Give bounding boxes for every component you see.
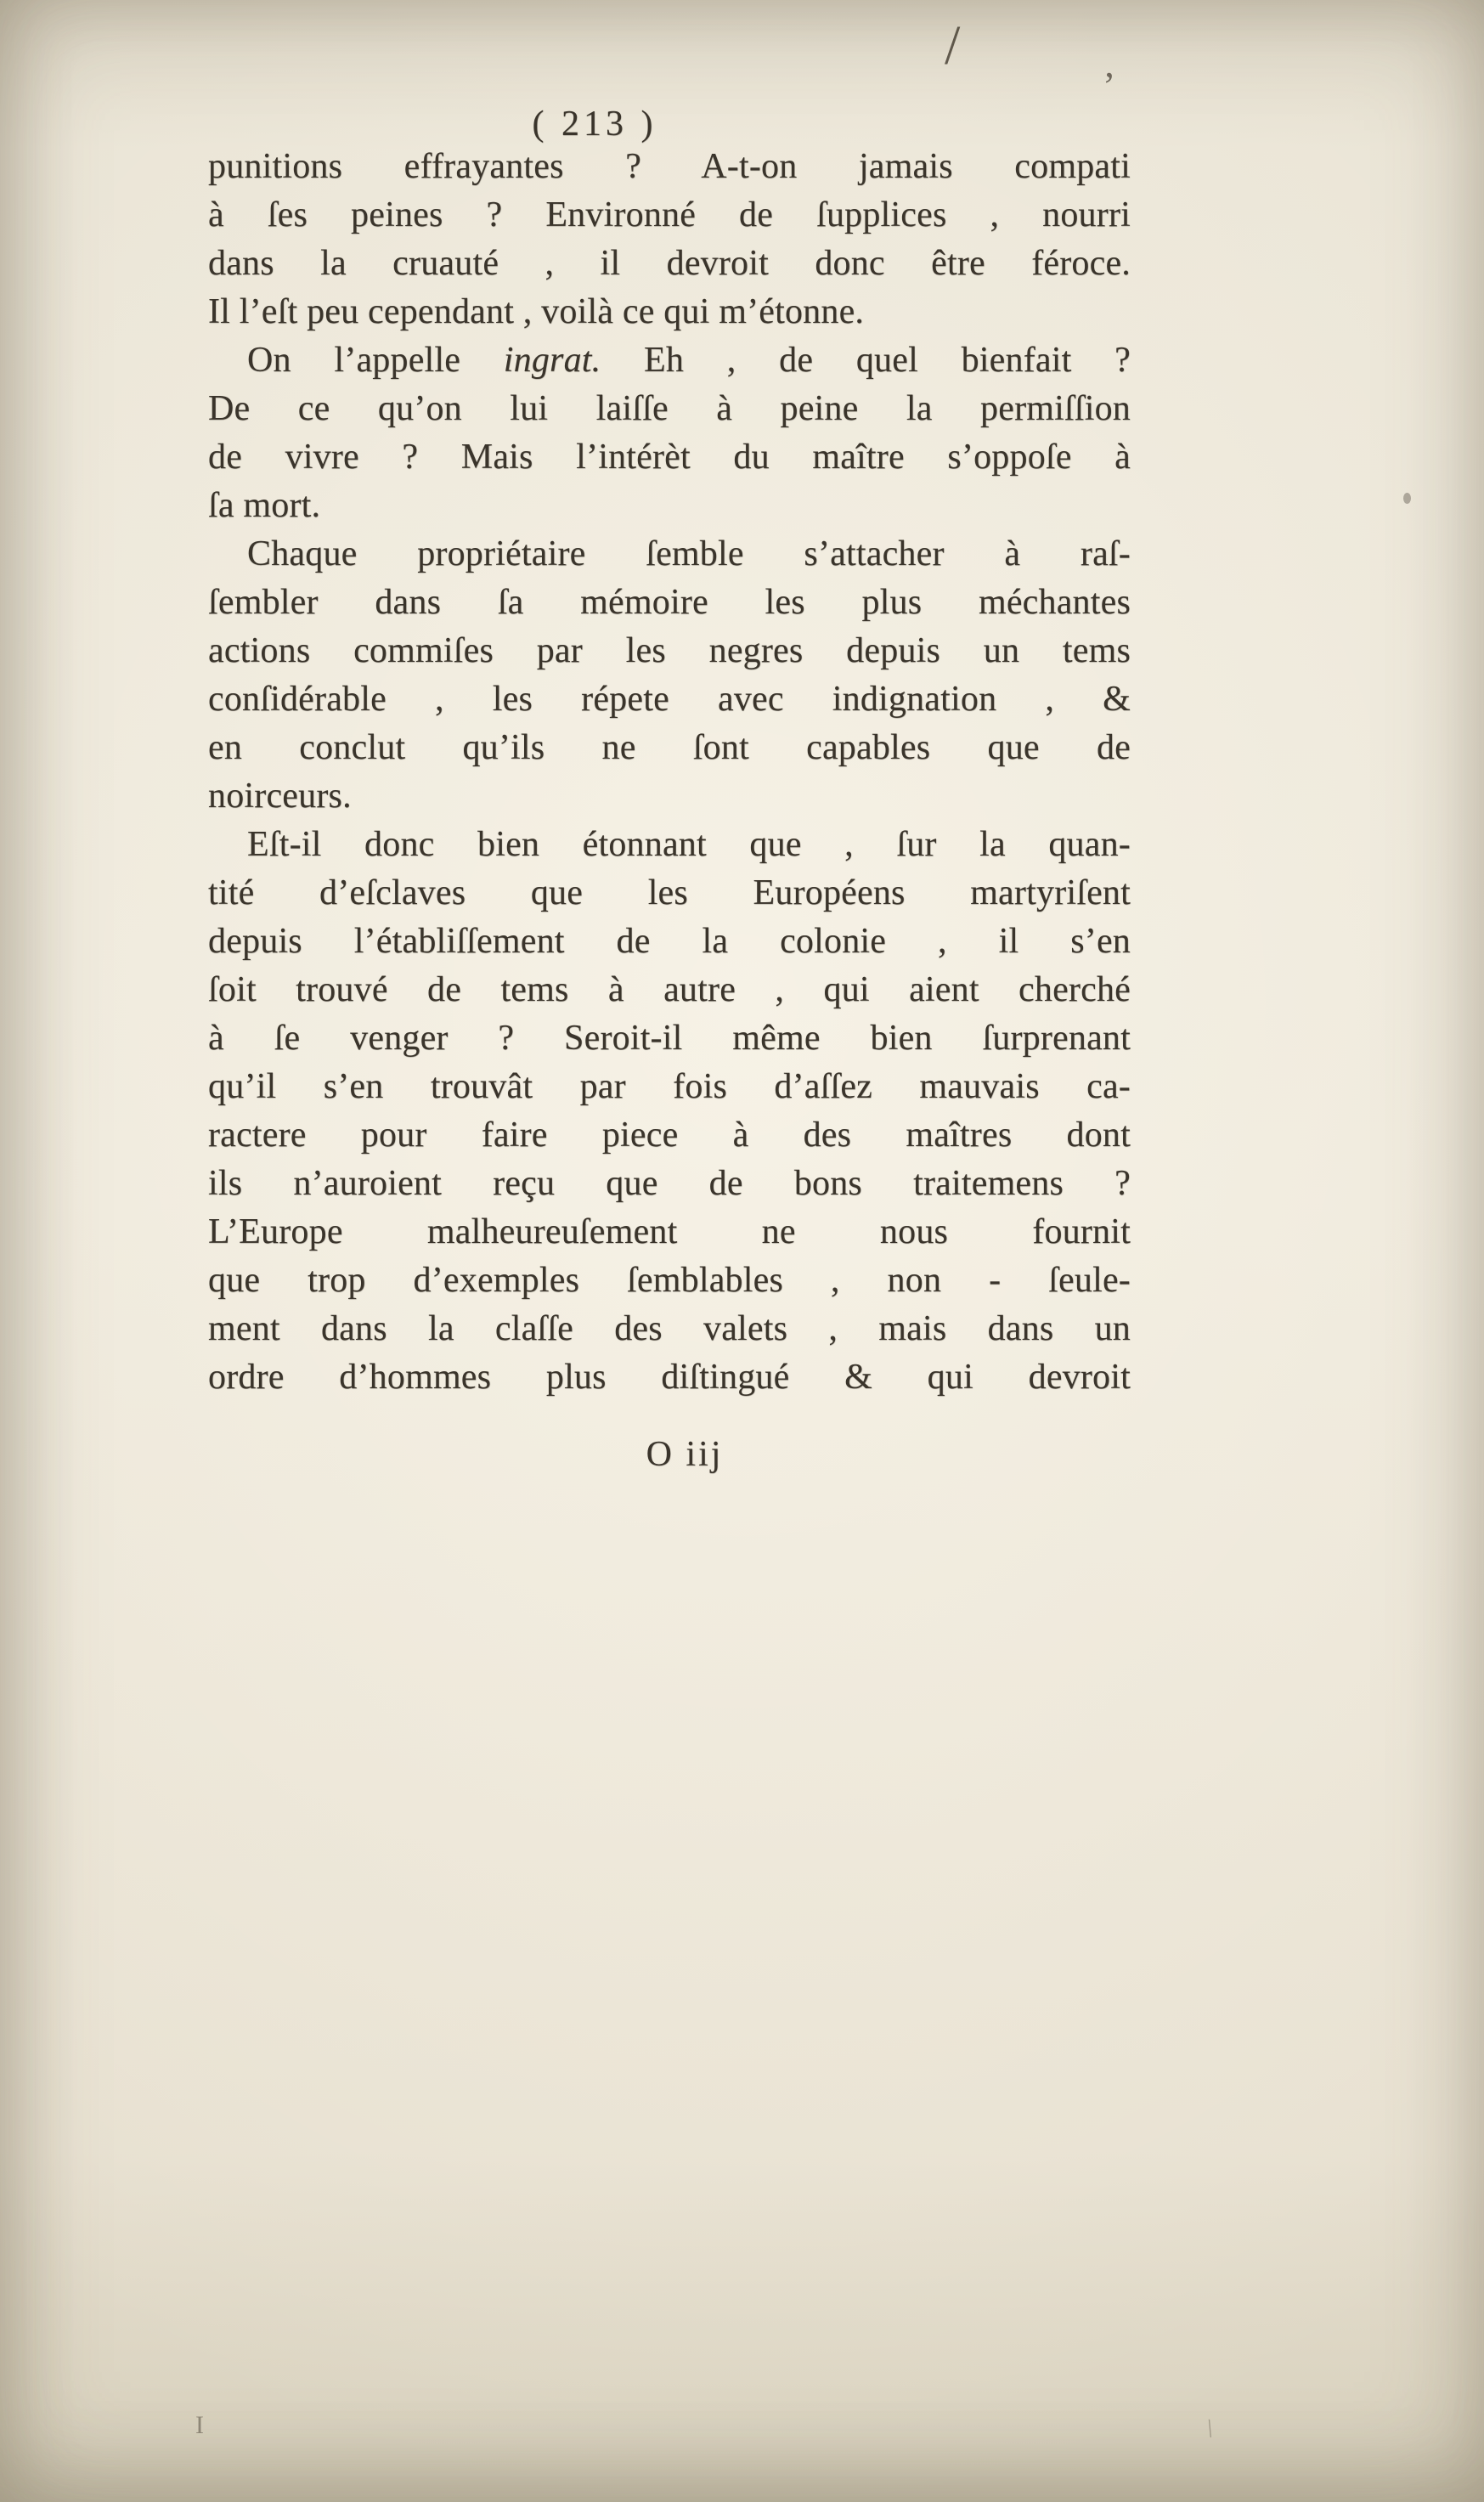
- text-line: ſoit trouvé de tems à autre , qui aient cherché: [208, 970, 1131, 1009]
- text-line: depuis l’établiſſement de la colonie , il s’en: [208, 922, 1131, 961]
- text-line: ment dans la claſſe des valets , mais dans un: [208, 1309, 1131, 1348]
- text-line: Il l’eſt peu cependant , voilà ce qui m’étonne.: [208, 292, 865, 331]
- page-number: ( 213 ): [532, 104, 657, 144]
- ink-spot: [1403, 493, 1411, 504]
- text-line: dans la cruauté , il devroit donc être féroce.: [208, 244, 1131, 283]
- text-line: actions commiſes par les negres depuis un tems: [208, 631, 1131, 670]
- text-line: noirceurs.: [208, 777, 352, 816]
- text-line: ordre d’hommes plus diſtingué & qui devroit: [208, 1358, 1131, 1397]
- text-line: qu’il s’en trouvât par fois d’aſſez mauvais ca-: [208, 1067, 1131, 1106]
- text-line: à ſes peines ? Environné de ſupplices , nourri: [208, 195, 1131, 234]
- text-line: à ſe venger ? Seroit-il même bien ſurprenant: [208, 1019, 1131, 1058]
- text-line: conſidérable , les répete avec indignation , &: [208, 680, 1131, 719]
- text-line: ractere pour faire piece à des maîtres dont: [208, 1115, 1131, 1155]
- text-line: tité d’eſclaves que les Européens martyriſent: [208, 873, 1131, 912]
- signature-mark: O iij: [646, 1435, 724, 1474]
- stray-slash-mark: /: [945, 14, 961, 76]
- text-line: punitions effrayantes ? A-t-on jamais compati: [208, 147, 1131, 186]
- stray-bottom-left-mark: I: [195, 2411, 204, 2439]
- text-line: Eſt-il donc bien étonnant que , ſur la quan-: [247, 825, 1131, 864]
- italic-word: ingrat.: [503, 341, 601, 380]
- text-line: Chaque propriétaire ſemble s’attacher à raſ-: [247, 534, 1131, 573]
- text-line: en conclut qu’ils ne ſont capables que de: [208, 728, 1131, 767]
- stray-quote-mark: ’: [1103, 64, 1116, 107]
- text-line: L’Europe malheureuſement ne nous fournit: [208, 1212, 1131, 1251]
- text-line: ſa mort.: [208, 486, 321, 525]
- text-line: ils n’auroient reçu que de bons traitemens ?: [208, 1164, 1131, 1203]
- text-line: ſembler dans ſa mémoire les plus méchantes: [208, 583, 1131, 622]
- text-segment: On l’appelle: [247, 341, 504, 380]
- text-line: de vivre ? Mais l’intérèt du maître s’oppoſe à: [208, 438, 1131, 477]
- page-text-block: [208, 143, 1131, 1402]
- text-line: que trop d’exemples ſemblables , non - ſeule-: [208, 1261, 1131, 1300]
- stray-bottom-right-mark: \: [1203, 2414, 1217, 2443]
- text-line: De ce qu’on lui laiſſe à peine la permiſſion: [208, 389, 1131, 428]
- text-line: [208, 336, 1131, 385]
- text-segment: Eh , de quel bienfait ?: [601, 341, 1131, 380]
